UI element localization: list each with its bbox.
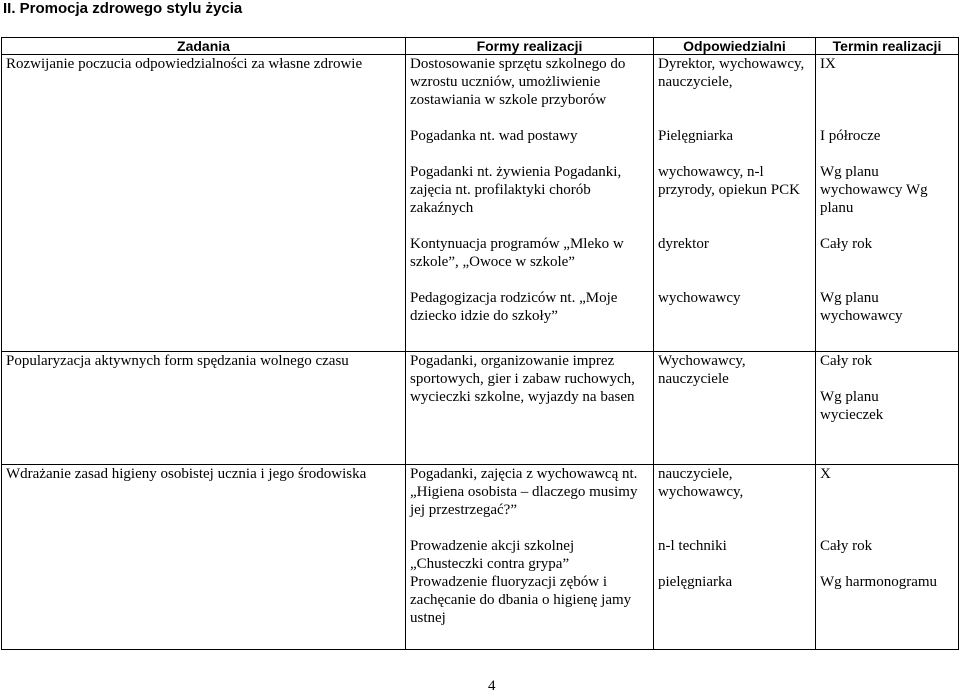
promotion-table: [1, 37, 959, 650]
deadline-cell: [816, 55, 959, 352]
responsible-cell: [654, 352, 816, 465]
deadline-item: Wg planu wychowawcy: [820, 290, 903, 324]
column-header: Termin realizacji: [816, 38, 959, 55]
form-item: Kontynuacja programów „Mleko w szkole”, „Owoce w szkole”: [410, 236, 624, 270]
responsible-item: dyrektor: [658, 236, 709, 252]
table-row: [2, 352, 959, 465]
forms-cell: [406, 465, 654, 650]
form-item: Pogadanki, organizowanie imprez sportowych, gier i zabaw ruchowych, wycieczki szkolne, wyjazdy na basen: [410, 353, 635, 405]
page-number: 4: [488, 678, 496, 694]
table-row: [2, 465, 959, 650]
responsible-item: Wychowawcy, nauczyciele: [658, 353, 746, 387]
deadline-item: IX: [820, 56, 836, 72]
table-header-row: [2, 38, 959, 55]
responsible-cell: [654, 55, 816, 352]
deadline-item: Wg harmonogramu: [820, 574, 938, 590]
section-title: II. Promocja zdrowego stylu życia: [3, 0, 243, 17]
responsible-item: pielęgniarka: [658, 574, 733, 590]
deadline-item: Wg planu wycieczek: [820, 389, 884, 423]
deadline-item: Wg planu wychowawcy Wg planu: [820, 164, 928, 216]
form-item: Pogadanka nt. wad postawy: [410, 128, 578, 144]
column-header: Formy realizacji: [406, 38, 654, 55]
task-text: Wdrażanie zasad higieny osobistej ucznia i jego środowiska: [6, 466, 367, 482]
task-cell: [2, 352, 406, 465]
column-header: Odpowiedzialni: [654, 38, 816, 55]
responsible-item: nauczyciele, wychowawcy,: [658, 466, 744, 500]
deadline-item: Cały rok: [820, 353, 873, 369]
form-item: Dostosowanie sprzętu szkolnego do wzrostu uczniów, umożliwienie zostawiania w szkole przyborów: [410, 56, 626, 108]
deadline-cell: [816, 352, 959, 465]
form-item: Prowadzenie fluoryzacji zębów i zachęcanie do dbania o higienę jamy ustnej: [410, 574, 632, 626]
form-item: Pogadanki, zajęcia z wychowawcą nt. „Higiena osobista – dlaczego musimy jej przestrzegać?”: [410, 466, 638, 518]
table-row: [2, 55, 959, 352]
responsible-item: n-l techniki: [658, 538, 727, 554]
form-item: Pogadanki nt. żywienia Pogadanki, zajęcia nt. profilaktyki chorób zakaźnych: [410, 164, 622, 216]
forms-cell: [406, 55, 654, 352]
responsible-item: wychowawcy: [658, 290, 741, 306]
responsible-item: Pielęgniarka: [658, 128, 733, 144]
responsible-item: Dyrektor, wychowawcy, nauczyciele,: [658, 56, 805, 90]
responsible-item: wychowawcy, n-l przyrody, opiekun PCK: [658, 164, 800, 198]
forms-cell: [406, 352, 654, 465]
deadline-item: Cały rok: [820, 236, 873, 252]
deadline-item: X: [820, 466, 831, 482]
form-item: Pedagogizacja rodziców nt. „Moje dziecko idzie do szkoły”: [410, 290, 618, 324]
task-text: Popularyzacja aktywnych form spędzania wolnego czasu: [6, 353, 349, 369]
task-text: Rozwijanie poczucia odpowiedzialności za własne zdrowie: [6, 56, 363, 72]
task-cell: [2, 55, 406, 352]
deadline-item: Cały rok: [820, 538, 873, 554]
form-item: Prowadzenie akcji szkolnej „Chusteczki contra grypa”: [410, 538, 575, 572]
task-cell: [2, 465, 406, 650]
deadline-item: I półrocze: [820, 128, 881, 144]
responsible-cell: [654, 465, 816, 650]
deadline-cell: [816, 465, 959, 650]
column-header: Zadania: [2, 38, 406, 55]
